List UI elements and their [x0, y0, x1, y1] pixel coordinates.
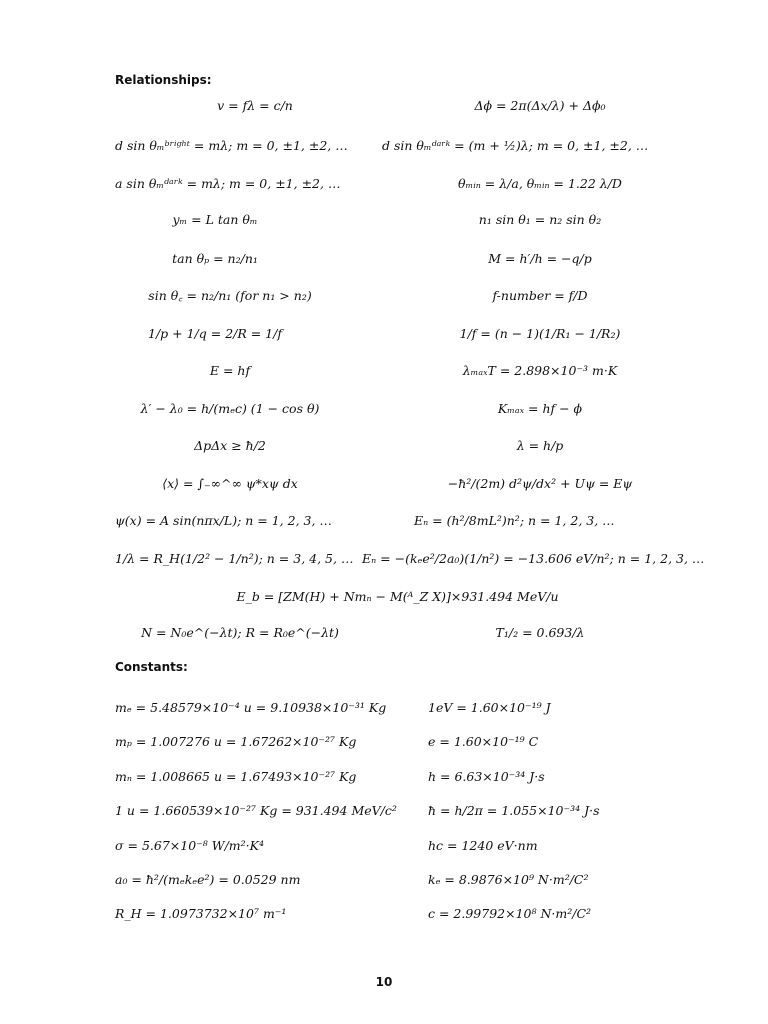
relationship-right-5: M = h′/h = −q/p [488, 251, 592, 266]
constant-right-7: c = 2.99792×10⁸ N·m²/C² [428, 906, 592, 921]
relationship-left-11: ⟨x⟩ = ∫₋∞^∞ ψ*xψ dx [162, 476, 298, 491]
relationship-left-5: tan θₚ = n₂/n₁ [172, 251, 258, 266]
relationship-left-1: v = fλ = c/n [217, 98, 293, 113]
relationship-left-12: ψ(x) = A sin(nπx/L); n = 1, 2, 3, … [115, 513, 332, 528]
constant-left-2: mₚ = 1.007276 u = 1.67262×10⁻²⁷ Kg [115, 734, 357, 749]
constant-right-6: kₑ = 8.9876×10⁹ N·m²/C² [428, 872, 589, 887]
constant-right-4: ħ = h/2π = 1.055×10⁻³⁴ J·s [428, 803, 600, 818]
half-life-equation: T₁/₂ = 0.693/λ [495, 625, 585, 640]
relationship-right-2: d sin θₘᵈᵃʳᵏ = (m + ½)λ; m = 0, ±1, ±2, … [382, 138, 649, 153]
decay-equation: N = N₀e^(−λt); R = R₀e^(−λt) [141, 625, 339, 640]
constant-left-3: mₙ = 1.008665 u = 1.67493×10⁻²⁷ Kg [115, 769, 357, 784]
page-number: 10 [375, 975, 393, 989]
relationship-right-12: Eₙ = (h²/8mL²)n²; n = 1, 2, 3, … [414, 513, 615, 528]
relationship-left-7: 1/p + 1/q = 2/R = 1/f [148, 326, 282, 341]
constants-heading: Constants: [115, 660, 188, 674]
relationship-left-6: sin θ꜀ = n₂/n₁ (for n₁ > n₂) [148, 288, 312, 303]
relationship-right-1: Δϕ = 2π(Δx/λ) + Δϕ₀ [474, 98, 606, 113]
relationship-right-6: f-number = f/D [492, 288, 588, 303]
relationship-left-10: ΔpΔx ≥ ħ/2 [194, 438, 266, 453]
constant-right-1: 1eV = 1.60×10⁻¹⁹ J [428, 700, 551, 715]
relationship-left-4: yₘ = L tan θₘ [172, 212, 258, 227]
constant-right-2: e = 1.60×10⁻¹⁹ C [428, 734, 539, 749]
constant-left-7: R_H = 1.0973732×10⁷ m⁻¹ [115, 906, 287, 921]
constant-left-6: a₀ = ħ²/(mₑkₑe²) = 0.0529 nm [115, 872, 301, 887]
relationship-right-7: 1/f = (n − 1)(1/R₁ − 1/R₂) [459, 326, 621, 341]
relationship-right-3: θₘᵢₙ = λ/a, θₘᵢₙ = 1.22 λ/D [458, 176, 622, 191]
relationship-left-9: λ′ − λ₀ = h/(mₑc) (1 − cos θ) [140, 401, 320, 416]
relationship-left-2: d sin θₘᵇʳⁱᵍʰᵗ = mλ; m = 0, ±1, ±2, … [115, 138, 348, 153]
relationship-right-4: n₁ sin θ₁ = n₂ sin θ₂ [478, 212, 602, 227]
constant-right-3: h = 6.63×10⁻³⁴ J·s [428, 769, 545, 784]
relationship-left-3: a sin θₘᵈᵃʳᵏ = mλ; m = 0, ±1, ±2, … [115, 176, 341, 191]
relationship-left-8: E = hf [209, 363, 251, 378]
constant-left-5: σ = 5.67×10⁻⁸ W/m²·K⁴ [115, 838, 264, 853]
constant-right-5: hc = 1240 eV·nm [428, 838, 538, 853]
relationship-right-11: −ħ²/(2m) d²ψ/dx² + Uψ = Eψ [447, 476, 633, 491]
constant-left-4: 1 u = 1.660539×10⁻²⁷ Kg = 931.494 MeV/c² [115, 803, 397, 818]
relationships-heading: Relationships: [115, 73, 212, 87]
relationship-right-8: λₘₐₓT = 2.898×10⁻³ m·K [462, 363, 618, 378]
constant-left-1: mₑ = 5.48579×10⁻⁴ u = 9.10938×10⁻³¹ Kg [115, 700, 387, 715]
relationship-right-9: Kₘₐₓ = hf − ϕ [497, 401, 583, 416]
relationship-right-10: λ = h/p [516, 438, 564, 453]
relationship-right-13: Eₙ = −(kₑe²/2a₀)(1/n²) = −13.606 eV/n²; n = 1, 2, 3, … [362, 551, 705, 566]
binding-energy-equation: E_b = [ZM(H) + Nmₙ − M(ᴬ_Z X)]×931.494 MeV/u [236, 589, 559, 604]
relationship-left-13: 1/λ = R_H(1/2² − 1/n²); n = 3, 4, 5, … [115, 551, 354, 566]
